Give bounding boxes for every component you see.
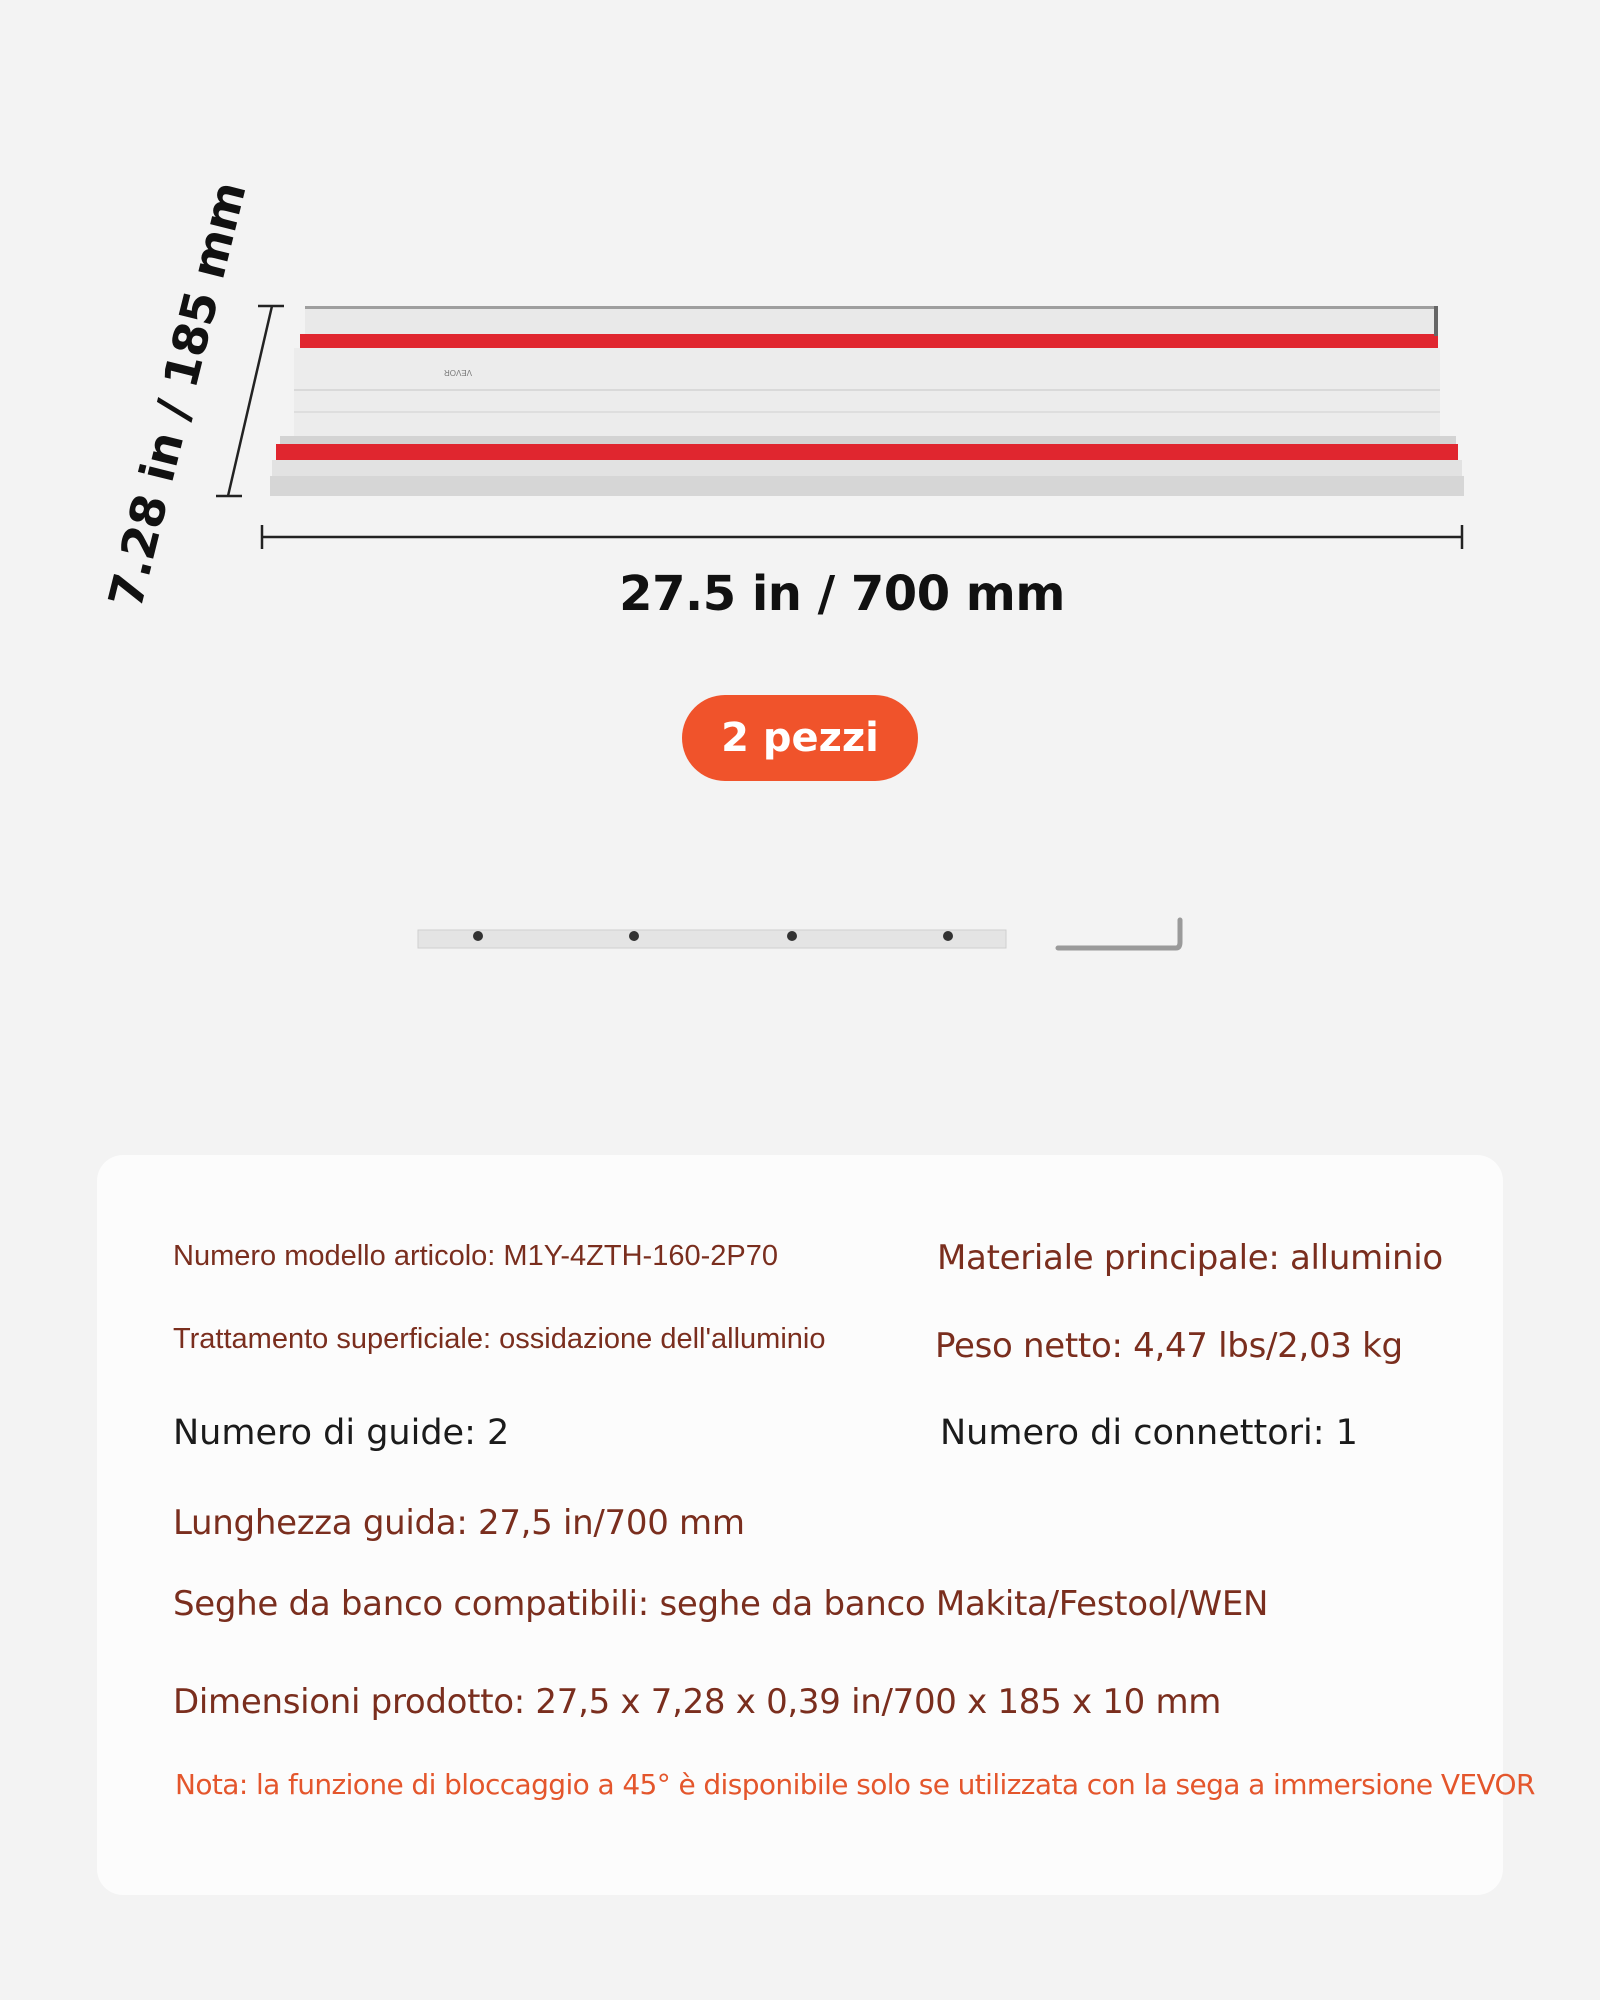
rail-brand-text: VEVOR [444,368,473,377]
spec-model: Numero modello articolo: M1Y-4ZTH-160-2P70 [173,1240,778,1272]
rail-brand-print [444,368,472,377]
quantity-badge-label: 2 pezzi [721,715,879,761]
quantity-badge [682,695,918,781]
spec-rails-count: Numero di guide: 2 [173,1413,510,1453]
spec-rail-length: Lunghezza guida: 27,5 in/700 mm [173,1503,745,1543]
hex-key [1058,920,1180,948]
spec-compatible-saws: Seghe da banco compatibili: seghe da banco Makita/Festool/WEN [173,1584,1269,1624]
spec-card [97,1155,1535,1895]
spec-surface-treatment: Trattamento superficiale: ossidazione dell'alluminio [173,1323,826,1355]
connector-bar [418,930,1006,948]
spec-connectors-count: Numero di connettori: 1 [940,1413,1358,1453]
spec-product-dimensions: Dimensioni prodotto: 27,5 x 7,28 x 0,39 in/700 x 185 x 10 mm [173,1682,1222,1722]
height-dimension [78,176,278,614]
width-label: 27.5 in / 700 mm [619,566,1065,622]
guide-rail [270,306,1464,496]
spec-net-weight: Peso netto: 4,47 lbs/2,03 kg [935,1326,1403,1366]
spec-material: Materiale principale: alluminio [937,1238,1443,1278]
spec-note: Nota: la funzione di bloccaggio a 45° è disponibile solo se utilizzata con la sega a immersione VEVOR [175,1768,1535,1801]
width-dimension-line [262,525,1462,549]
height-label: 7.28 in / 185 mm [98,176,258,614]
